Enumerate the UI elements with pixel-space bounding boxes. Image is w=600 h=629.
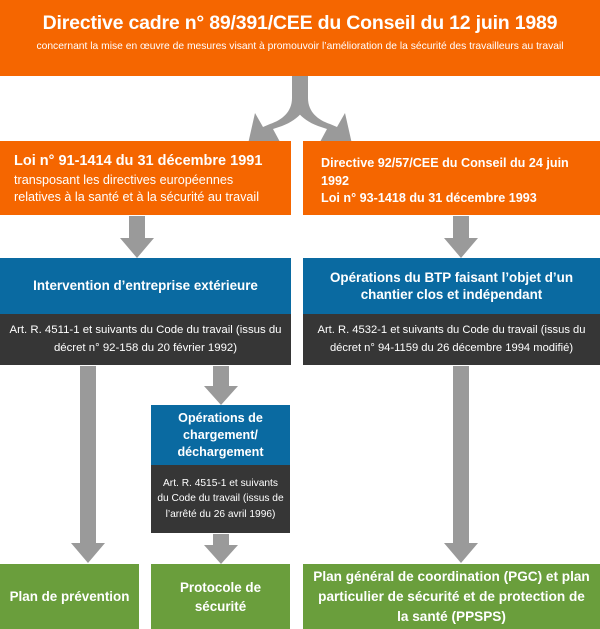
node-directive-92-57 xyxy=(303,141,600,215)
arrow-down-right-1-icon xyxy=(444,216,478,258)
arrow-down-left-1-icon xyxy=(120,216,154,258)
branch-arrow-left-icon xyxy=(248,76,308,144)
diagram-header xyxy=(0,0,600,76)
node-plan-de-prevention-title: Plan de prévention xyxy=(9,589,130,604)
node-intervention-reference-text: Art. R. 4511-1 et suivants du Code du travail (issus du décret n° 92-158 du 20 février 1992) xyxy=(9,324,282,354)
node-protocole-de-securite xyxy=(151,564,290,629)
arrow-down-mid-1-icon xyxy=(204,366,238,405)
node-intervention-entreprise-exterieure xyxy=(0,258,291,314)
page-title: Directive cadre n° 89/391/CEE du Conseil du 12 juin 1989 xyxy=(42,12,558,34)
node-directive-92-57-line2: Loi n° 93-1418 du 31 décembre 1993 xyxy=(321,191,537,205)
node-operations-btp-reference-text: Art. R. 4532-1 et suivants du Code du travail (issus du décret n° 94-1159 du 26 décembre 1994 modifié) xyxy=(317,324,586,354)
node-operations-btp-title: Opérations du BTP faisant l’objet d’un chantier clos et indépendant xyxy=(329,269,574,302)
node-loi-91-1414-title: Loi n° 91-1414 du 31 décembre 1991 xyxy=(14,153,263,169)
node-directive-92-57-line1: Directive 92/57/CEE du Conseil du 24 juin 1992 xyxy=(321,156,569,188)
node-intervention-title: Intervention d’entreprise extérieure xyxy=(33,278,258,294)
node-pgc-ppsps xyxy=(303,564,600,629)
page-subtitle: concernant la mise en œuvre de mesures visant à promouvoir l’amélioration de la sécurité des travailleurs au travail xyxy=(36,41,564,52)
node-operations-chargement-reference xyxy=(151,465,290,533)
arrow-down-right-2-icon xyxy=(444,366,478,563)
node-intervention-reference xyxy=(0,314,291,365)
node-operations-chargement-reference-text: Art. R. 4515-1 et suivants du Code du travail (issus de l’arrêté du 26 avril 1996) xyxy=(157,477,284,520)
arrow-down-mid-2-icon xyxy=(204,534,238,564)
node-operations-btp-reference xyxy=(303,314,600,365)
node-loi-91-1414 xyxy=(0,141,291,215)
node-operations-chargement-title: Opérations de chargement/ déchargement xyxy=(177,410,264,459)
node-pgc-ppsps-title: Plan général de coordination (PGC) et plan particulier de sécurité et de protection de la santé (PPSPS) xyxy=(313,568,590,624)
node-operations-chargement xyxy=(151,405,290,465)
branch-arrow-icon xyxy=(292,76,352,144)
node-protocole-de-securite-title: Protocole de sécurité xyxy=(179,579,262,614)
node-loi-91-1414-body: transposant les directives européennes relatives à la santé et à la sécurité au travail xyxy=(14,173,260,204)
node-plan-de-prevention xyxy=(0,564,139,629)
arrow-down-left-2-icon xyxy=(71,366,105,563)
node-operations-btp xyxy=(303,258,600,314)
